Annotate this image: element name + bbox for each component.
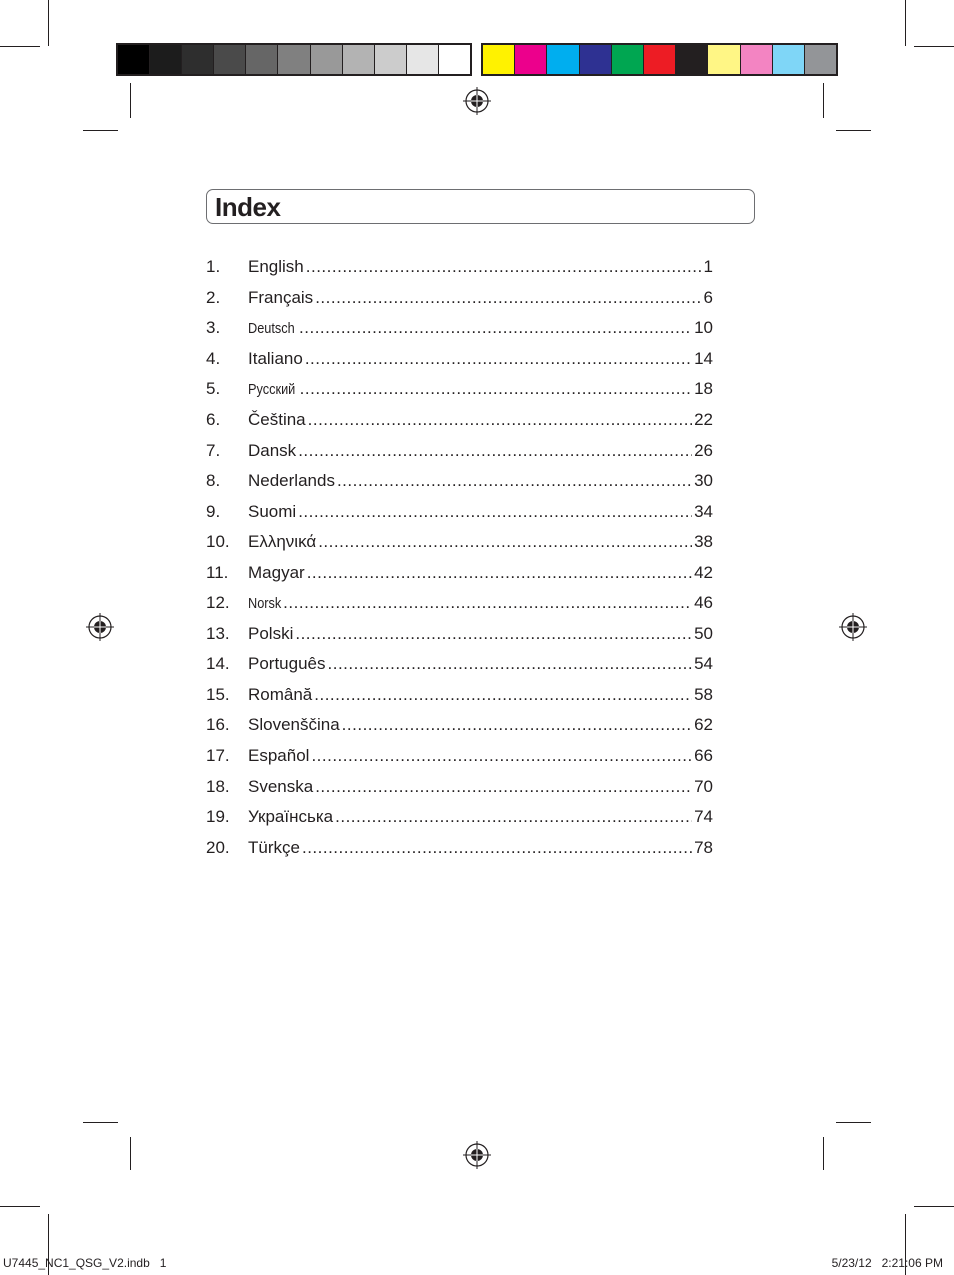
crop-mark	[0, 1206, 40, 1207]
toc-entry-number: 15.	[206, 684, 230, 704]
toc-entry-page: 74	[694, 807, 713, 827]
toc-entry-label: Nederlands	[248, 471, 335, 491]
crop-mark	[836, 130, 871, 131]
toc-entry-label: Dansk	[248, 440, 297, 460]
color-swatch	[612, 45, 644, 74]
toc-entry	[206, 710, 713, 741]
table-of-contents	[206, 252, 713, 863]
crop-mark	[836, 1122, 871, 1123]
toc-dot-leader	[306, 257, 702, 277]
color-swatch	[483, 45, 515, 74]
toc-entry-number: 12.	[206, 593, 230, 613]
color-swatch	[278, 45, 310, 74]
toc-entry-page: 62	[694, 715, 713, 735]
toc-entry-page: 26	[694, 440, 713, 460]
toc-dot-leader	[311, 746, 692, 766]
toc-entry	[206, 283, 713, 314]
toc-entry-page: 1	[703, 257, 713, 277]
registration-mark-icon	[86, 613, 114, 641]
color-swatch	[182, 45, 214, 74]
toc-entry	[206, 680, 713, 711]
color-swatch	[741, 45, 773, 74]
toc-entry-page: 30	[694, 471, 713, 491]
toc-entry-page: 50	[694, 623, 713, 643]
toc-entry	[206, 588, 713, 619]
toc-entry-label: Français	[248, 287, 314, 307]
toc-entry	[206, 649, 713, 680]
toc-entry-page: 6	[703, 287, 713, 307]
toc-dot-leader	[315, 777, 692, 797]
color-swatch	[118, 45, 150, 74]
toc-entry	[206, 802, 713, 833]
toc-entry-label: Italiano	[248, 348, 303, 368]
toc-entry	[206, 619, 713, 650]
crop-mark	[130, 1137, 131, 1170]
toc-entry-page: 46	[694, 593, 713, 613]
toc-entry-number: 10.	[206, 532, 230, 552]
toc-dot-leader	[328, 654, 693, 674]
crop-mark	[130, 83, 131, 118]
color-swatch	[676, 45, 708, 74]
toc-entry	[206, 466, 713, 497]
toc-entry-page: 70	[694, 776, 713, 796]
toc-entry-page: 66	[694, 746, 713, 766]
toc-entry	[206, 252, 713, 283]
toc-dot-leader	[335, 807, 692, 827]
toc-entry-page: 54	[694, 654, 713, 674]
toc-entry-label: Română	[248, 684, 313, 704]
toc-dot-leader	[283, 593, 692, 613]
toc-entry-page: 10	[694, 318, 713, 338]
crop-mark	[914, 1206, 954, 1207]
toc-entry	[206, 741, 713, 772]
toc-dot-leader	[314, 685, 692, 705]
toc-entry-number: 7.	[206, 440, 221, 460]
crop-mark	[83, 130, 118, 131]
toc-dot-leader	[318, 532, 692, 552]
toc-entry-number: 13.	[206, 623, 230, 643]
color-swatch	[580, 45, 612, 74]
toc-entry	[206, 313, 713, 344]
crop-mark	[914, 46, 954, 47]
crop-mark	[823, 83, 824, 118]
toc-entry-page: 38	[694, 532, 713, 552]
toc-dot-leader	[300, 379, 692, 399]
color-swatch	[150, 45, 182, 74]
toc-dot-leader	[298, 441, 692, 461]
toc-entry-label: Polski	[248, 623, 294, 643]
color-swatch	[708, 45, 740, 74]
toc-entry-label: Español	[248, 746, 310, 766]
toc-entry-label: Suomi	[248, 501, 297, 521]
index-title-box	[206, 189, 755, 224]
color-swatch	[407, 45, 439, 74]
toc-dot-leader	[315, 288, 701, 308]
toc-entry-page: 58	[694, 684, 713, 704]
toc-entry-page: 78	[694, 837, 713, 857]
grayscale-color-bar	[116, 43, 472, 76]
toc-entry	[206, 435, 713, 466]
toc-entry-number: 11.	[206, 562, 229, 582]
toc-dot-leader	[299, 318, 692, 338]
crop-mark	[0, 46, 40, 47]
toc-entry-label: Deutsch	[248, 319, 295, 337]
color-swatch	[547, 45, 579, 74]
toc-entry-number: 6.	[206, 410, 221, 429]
toc-entry-number: 14.	[206, 654, 230, 674]
toc-entry	[206, 557, 713, 588]
crop-mark	[83, 1122, 118, 1123]
page-title: Index	[215, 192, 281, 222]
toc-entry-label: Türkçe	[248, 837, 300, 857]
toc-entry-page: 14	[694, 348, 713, 368]
color-swatch	[439, 45, 470, 74]
toc-entry-number: 5.	[206, 379, 221, 399]
toc-entry	[206, 771, 713, 802]
color-swatch	[246, 45, 278, 74]
registration-mark-icon	[463, 1141, 491, 1169]
toc-entry-label: Čeština	[248, 410, 306, 429]
registration-mark-icon	[839, 613, 867, 641]
color-swatch	[343, 45, 375, 74]
toc-entry-number: 4.	[206, 348, 221, 368]
color-swatch	[515, 45, 547, 74]
toc-entry-label: Norsk	[248, 594, 282, 612]
toc-entry	[206, 832, 713, 863]
footer-file-info: U7445_NC1_QSG_V2.indb 1	[3, 1256, 167, 1270]
toc-entry-label: English	[248, 257, 304, 277]
toc-entry-label: Magyar	[248, 562, 305, 582]
toc-entry	[206, 405, 713, 436]
toc-entry-number: 2.	[206, 287, 221, 307]
toc-dot-leader	[337, 471, 692, 491]
process-color-bar	[481, 43, 838, 76]
toc-dot-leader	[298, 502, 692, 522]
registration-mark-icon	[463, 87, 491, 115]
color-swatch	[214, 45, 246, 74]
toc-entry-page: 42	[694, 562, 713, 582]
color-swatch	[773, 45, 805, 74]
color-swatch	[805, 45, 836, 74]
color-swatch	[311, 45, 343, 74]
toc-entry-number: 9.	[206, 501, 221, 521]
toc-entry-label: Slovenščina	[248, 715, 340, 735]
toc-dot-leader	[308, 410, 692, 430]
toc-entry-page: 22	[694, 410, 713, 429]
toc-dot-leader	[305, 349, 692, 369]
toc-entry-label: Ελληνικά	[248, 532, 317, 552]
toc-dot-leader	[342, 715, 692, 735]
toc-entry	[206, 496, 713, 527]
toc-entry-number: 1.	[206, 257, 221, 277]
toc-entry-number: 20.	[206, 837, 230, 857]
toc-entry	[206, 344, 713, 375]
toc-entry-label: Русский	[248, 380, 296, 398]
crop-mark	[48, 0, 49, 46]
toc-dot-leader	[302, 838, 692, 858]
toc-entry	[206, 527, 713, 558]
crop-mark	[905, 0, 906, 46]
toc-entry-number: 17.	[206, 746, 230, 766]
toc-entry-number: 18.	[206, 776, 230, 796]
toc-entry	[206, 374, 713, 405]
toc-dot-leader	[295, 624, 692, 644]
toc-entry-label: Português	[248, 654, 326, 674]
toc-entry-label: Svenska	[248, 776, 314, 796]
crop-mark	[823, 1137, 824, 1170]
toc-entry-label: Українська	[248, 807, 334, 827]
footer-timestamp: 5/23/12 2:21:06 PM	[831, 1256, 943, 1270]
toc-entry-number: 8.	[206, 471, 221, 491]
toc-dot-leader	[307, 563, 692, 583]
toc-entry-page: 18	[694, 379, 713, 399]
toc-entry-page: 34	[694, 501, 713, 521]
color-swatch	[644, 45, 676, 74]
toc-entry-number: 3.	[206, 318, 221, 338]
toc-entry-number: 19.	[206, 807, 230, 827]
toc-entry-number: 16.	[206, 715, 230, 735]
color-swatch	[375, 45, 407, 74]
